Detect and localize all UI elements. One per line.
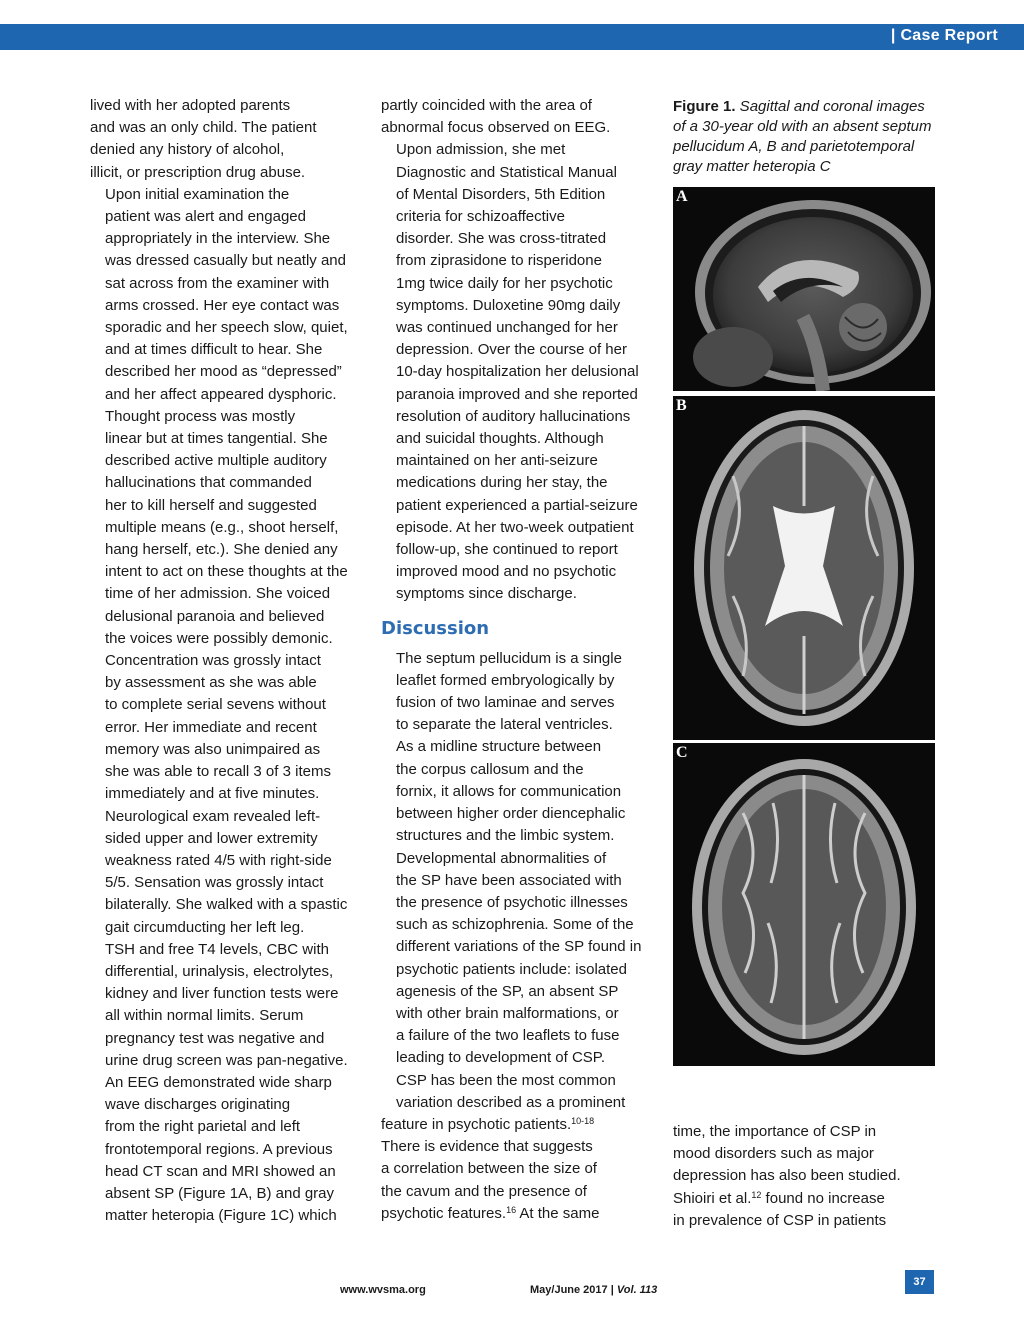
text-line: multiple means (e.g., shoot herself,: [105, 518, 339, 536]
mri-axial-image-c: [673, 743, 935, 1066]
text-line: hang herself, etc.). She denied any: [105, 541, 338, 559]
paragraph: [90, 939, 358, 1228]
text-line: Neurological exam revealed left-: [105, 807, 321, 825]
text-line: depression. Over the course of her: [396, 341, 627, 359]
paragraph: [381, 95, 646, 139]
text-line: partly coincided with the area of: [381, 97, 592, 114]
text-line: intent to act on these thoughts at the: [105, 563, 348, 581]
footer-website: www.wvsma.org: [340, 1284, 426, 1296]
text-line: illicit, or prescription drug abuse.: [90, 163, 306, 181]
text-line: and her affect appeared dysphoric.: [105, 385, 337, 403]
text-line: maintained on her anti-seizure: [396, 452, 598, 470]
figure-caption: [673, 97, 935, 177]
text-line: the voices were possibly demonic.: [105, 629, 333, 647]
panel-label: A: [676, 188, 688, 205]
panel-label: C: [676, 744, 688, 761]
text-line: An EEG demonstrated wide sharp: [105, 1073, 332, 1091]
text-line: and suicidal thoughts. Although: [396, 430, 604, 448]
text-line: structures and the limbic system.: [396, 827, 615, 845]
text-line: the presence of psychotic illnesses: [396, 893, 628, 911]
text-line: hallucinations that commanded: [105, 474, 312, 492]
text-line: Shioiri et al.$^{12}$ found no increase: [673, 1189, 885, 1207]
footer-issue: May/June 2017 | Vol. 113: [530, 1284, 658, 1296]
text-line: feature in psychotic patients.$^{10-18}$: [381, 1115, 595, 1133]
mri-axial-image-b: [673, 396, 935, 740]
text-line: from ziprasidone to risperidone: [396, 252, 602, 270]
text-line: 10-day hospitalization her delusional: [396, 363, 639, 381]
text-line: delusional paranoia and believed: [105, 607, 325, 625]
text-line: variation described as a prominent: [396, 1093, 626, 1111]
text-line: with other brain malformations, or: [396, 1004, 619, 1022]
text-line: absent SP (Figure 1A, B) and gray: [105, 1184, 335, 1202]
text-line: paranoia improved and she reported: [396, 385, 638, 403]
paragraph: [381, 648, 646, 1070]
text-line: and at times difficult to hear. She: [105, 341, 323, 359]
text-line: There is evidence that suggests: [381, 1138, 593, 1156]
text-line: memory was also unimpaired as: [105, 740, 321, 758]
text-line: psychotic patients include: isolated: [396, 960, 627, 978]
text-line: Upon initial examination the: [105, 185, 290, 203]
paragraph: [90, 95, 358, 184]
text-line: frontotemporal regions. A previous: [105, 1140, 333, 1158]
text-line: in prevalence of CSP in patients: [673, 1211, 887, 1229]
paragraph: [90, 184, 358, 939]
text-line: linear but at times tangential. She: [105, 430, 328, 448]
text-line: 5/5. Sensation was grossly intact: [105, 874, 324, 892]
text-line: all within normal limits. Serum: [105, 1007, 304, 1025]
text-line: The septum pellucidum is a single: [396, 649, 622, 667]
text-line: weakness rated 4/5 with right-side: [105, 851, 332, 869]
text-line: urine drug screen was pan-negative.: [105, 1051, 348, 1069]
figure-caption-text: Sagittal and coronal images of a 30-year old with an absent septum pellucidum A, B and parietotemporal gray matter heteropia C: [673, 98, 932, 175]
text-line: sided upper and lower extremity: [105, 829, 318, 847]
text-line: a correlation between the size of: [381, 1160, 597, 1178]
text-line: immediately and at five minutes.: [105, 785, 320, 803]
citation: 10-18: [571, 1115, 595, 1126]
text-line: by assessment as she was able: [105, 674, 317, 692]
panel-label: B: [676, 397, 687, 414]
text-line: sporadic and her speech slow, quiet,: [105, 319, 348, 337]
text-line: medications during her stay, the: [396, 474, 608, 492]
text-line: symptoms. Duloxetine 90mg daily: [396, 296, 621, 314]
text-line: TSH and free T4 levels, CBC with: [105, 940, 329, 958]
text-line: matter heteropia (Figure 1C) which: [105, 1207, 337, 1225]
text-line: arms crossed. Her eye contact was: [105, 296, 340, 314]
text-line: her to kill herself and suggested: [105, 496, 317, 514]
citation: 16: [506, 1204, 517, 1215]
paragraph-continued: [381, 1114, 646, 1225]
text-line: appropriately in the interview. She: [105, 230, 331, 248]
text-line: wave discharges originating: [105, 1096, 291, 1114]
text-line: the SP have been associated with: [396, 871, 622, 889]
text-line: kidney and liver function tests were: [105, 985, 339, 1003]
text-line: fusion of two laminae and serves: [396, 694, 615, 712]
text-line: from the right parietal and left: [105, 1118, 301, 1136]
section-heading: Discussion: [381, 617, 490, 639]
citation: 12: [751, 1189, 762, 1200]
page-number: 37: [905, 1270, 934, 1294]
text-line: episode. At her two-week outpatient: [396, 518, 634, 536]
text-line: of Mental Disorders, 5th Edition: [396, 185, 606, 203]
column-2: [381, 95, 646, 1225]
text-line: head CT scan and MRI showed an: [105, 1162, 336, 1180]
text-line: leading to development of CSP.: [396, 1049, 606, 1067]
text-line: As a midline structure between: [396, 738, 602, 756]
paragraph: [381, 1070, 646, 1114]
text-line: time of her admission. She voiced: [105, 585, 331, 603]
text-line: was continued unchanged for her: [396, 319, 618, 337]
text-line: she was able to recall 3 of 3 items: [105, 763, 331, 781]
text-line: was dressed casually but neatly and: [105, 252, 346, 270]
text-line: time, the importance of CSP in: [673, 1123, 877, 1140]
header-bar: [0, 24, 1024, 50]
figure-label: Figure 1.: [673, 98, 736, 115]
text-line: described active multiple auditory: [105, 452, 327, 470]
text-line: bilaterally. She walked with a spastic: [105, 896, 348, 914]
text-line: such as schizophrenia. Some of the: [396, 916, 634, 934]
text-line: psychotic features.$^{16}$ At the same: [381, 1204, 600, 1222]
text-line: denied any history of alcohol,: [90, 141, 285, 159]
text-line: gait circumducting her left leg.: [105, 918, 305, 936]
text-line: a failure of the two leaflets to fuse: [396, 1027, 620, 1045]
text-line: mood disorders such as major: [673, 1145, 874, 1163]
text-line: different variations of the SP found in: [396, 938, 642, 956]
text-line: to complete serial sevens without: [105, 696, 326, 714]
section-label: | Case Report: [890, 27, 998, 44]
column-1: [90, 95, 358, 1227]
text-line: between higher order diencephalic: [396, 805, 626, 823]
text-line: fornix, it allows for communication: [396, 782, 622, 800]
text-line: resolution of auditory hallucinations: [396, 407, 631, 425]
text-line: improved mood and no psychotic: [396, 563, 617, 581]
text-line: patient was alert and engaged: [105, 208, 306, 226]
text-line: Upon admission, she met: [396, 141, 566, 159]
text-line: and was an only child. The patient: [90, 119, 317, 137]
text-line: lived with her adopted parents: [90, 97, 291, 114]
text-line: Concentration was grossly intact: [105, 652, 321, 670]
text-line: differential, urinalysis, electrolytes,: [105, 962, 334, 980]
text-line: patient experienced a partial-seizure: [396, 496, 638, 514]
text-line: pregnancy test was negative and: [105, 1029, 325, 1047]
text-line: 1mg twice daily for her psychotic: [396, 274, 613, 292]
text-line: agenesis of the SP, an absent SP: [396, 982, 619, 1000]
paragraph: [381, 139, 646, 605]
text-line: Diagnostic and Statistical Manual: [396, 163, 617, 181]
text-line: depression has also been studied.: [673, 1167, 901, 1185]
text-line: the corpus callosum and the: [396, 760, 584, 778]
text-line: criteria for schizoaffective: [396, 208, 565, 226]
mri-sagittal-image: [673, 187, 935, 391]
text-line: CSP has been the most common: [396, 1071, 616, 1089]
text-line: sat across from the examiner with: [105, 274, 330, 292]
text-line: Developmental abnormalities of: [396, 849, 607, 867]
text-line: follow-up, she continued to report: [396, 541, 618, 559]
text-line: error. Her immediate and recent: [105, 718, 317, 736]
text-line: symptoms since discharge.: [396, 585, 577, 603]
text-line: leaflet formed embryologically by: [396, 671, 615, 689]
column-3-text: [673, 1121, 935, 1232]
text-line: the cavum and the presence of: [381, 1182, 587, 1200]
text-line: abnormal focus observed on EEG.: [381, 119, 611, 137]
text-line: to separate the lateral ventricles.: [396, 716, 613, 734]
text-line: disorder. She was cross-titrated: [396, 230, 607, 248]
text-line: Thought process was mostly: [105, 407, 296, 425]
text-line: described her mood as “depressed”: [105, 363, 342, 381]
